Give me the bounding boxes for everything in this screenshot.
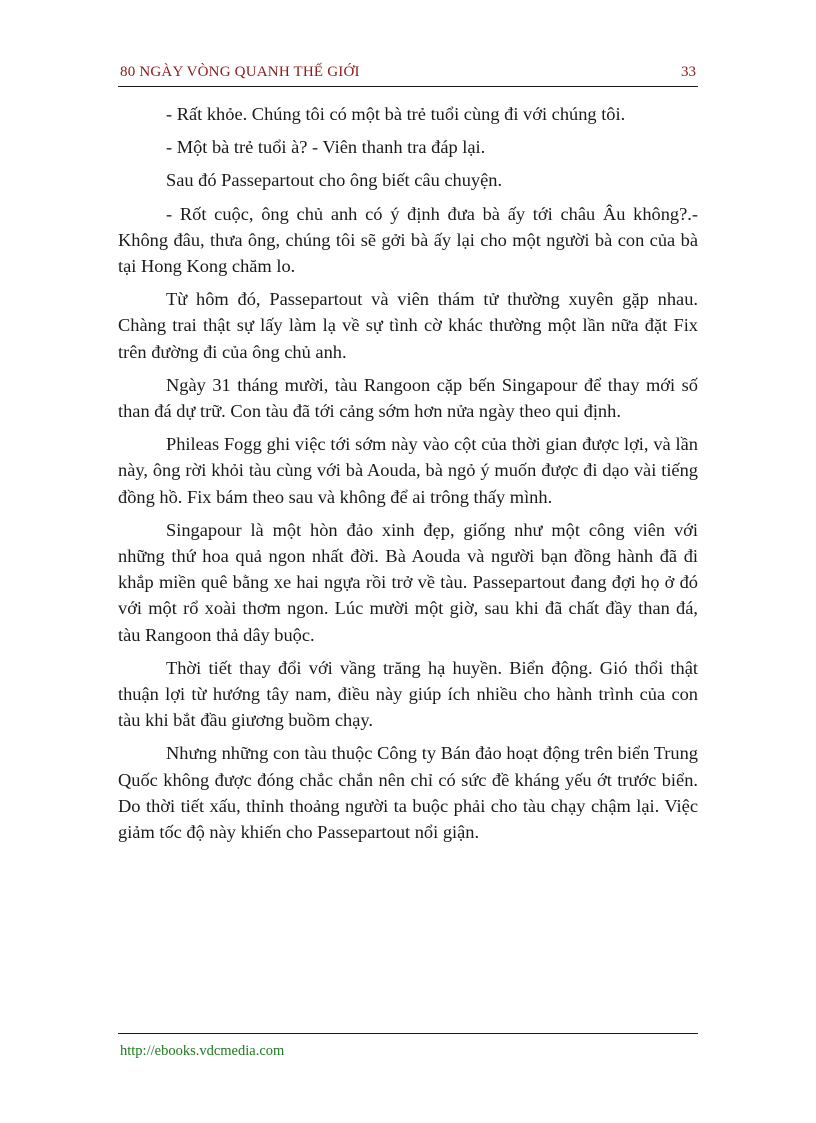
paragraph-10: Nhưng những con tàu thuộc Công ty Bán đảo hoạt động trên biển Trung Quốc không được đóng chắc chắn nên chỉ có sức đề kháng yếu ớt trước biển. Do thời tiết xấu, thỉnh thoảng người ta buộc phải cho tàu chạy chậm lại. Việc giảm tốc độ này khiến cho Passepartout nổi giận. [118, 743, 698, 843]
paragraph-7: Phileas Fogg ghi việc tới sớm này vào cột của thời gian được lợi, và lần này, ông rời khỏi tàu cùng với bà Aouda, bà ngỏ ý muốn được đi dạo vài tiếng đồng hồ. Fix bám theo sau và không để ai trông thấy mình. [118, 434, 698, 507]
paragraph-2: - Một bà trẻ tuổi à? - Viên thanh tra đáp lại. [166, 137, 486, 158]
footer-divider [118, 1033, 698, 1034]
paragraph-6: Ngày 31 tháng mười, tàu Rangoon cặp bến Singapour để thay mới số than đá dự trữ. Con tàu đã tới cảng sớm hơn nửa ngày theo qui định. [118, 374, 698, 422]
page-header [118, 62, 698, 87]
paragraph-5: Từ hôm đó, Passepartout và viên thám tử thường xuyên gặp nhau. Chàng trai thật sự lấy làm lạ về sự tình cờ khác thường một lần nữa đặt Fix trên đường đi của ông chủ anh. [118, 289, 698, 362]
paragraph-8: Singapour là một hòn đảo xinh đẹp, giống như một công viên với những thứ hoa quả ngon nhất đời. Bà Aouda và người bạn đồng hành đã đi khắp miền quê bằng xe hai ngựa rồi trở về tàu. Passepartout đang đợi họ ở đó với một rổ xoài thơm ngon. Lúc mười một giờ, sau khi đã chất đầy than đá, tàu Rangoon thả dây buộc. [118, 519, 698, 645]
footer-url-link[interactable]: http://ebooks.vdcmedia.com [120, 1043, 285, 1059]
paragraph-3: Sau đó Passepartout cho ông biết câu chuyện. [166, 170, 503, 191]
page-number: 33 [681, 64, 696, 80]
paragraph-9: Thời tiết thay đổi với vầng trăng hạ huyền. Biển động. Gió thổi thật thuận lợi từ hướng tây nam, điều này giúp ích nhiều cho hành trình của con tàu khi bắt đầu giương buồm chạy. [118, 657, 698, 731]
paragraph-4: - Rốt cuộc, ông chủ anh có ý định đưa bà ấy tới châu Âu không?.- Không đâu, thưa ông, chúng tôi sẽ gởi bà ấy lại cho một người bà con của bà tại Hong Kong chăm lo. [118, 203, 698, 277]
page-body [118, 101, 698, 852]
paragraph-1: - Rất khỏe. Chúng tôi có một bà trẻ tuổi cùng đi với chúng tôi. [166, 104, 626, 124]
book-title: 80 NGÀY VÒNG QUANH THẾ GIỚI [120, 64, 360, 80]
